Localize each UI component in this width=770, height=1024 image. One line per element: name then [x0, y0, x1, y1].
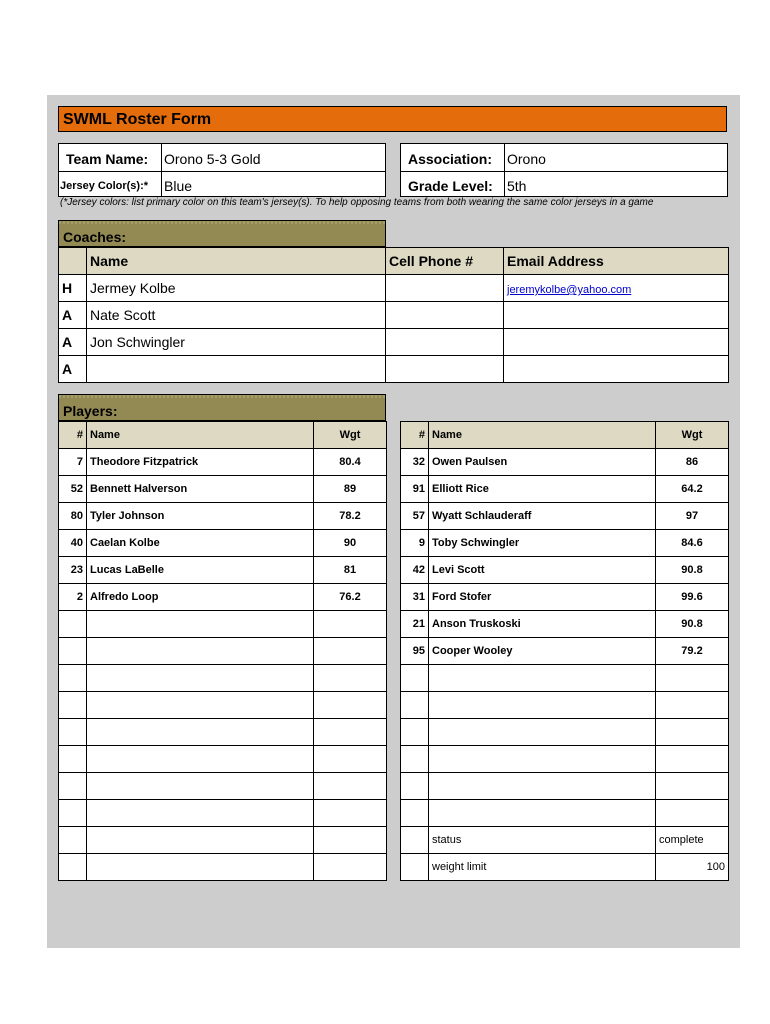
- grade-level-label: Grade Level:: [408, 178, 493, 194]
- player-row: [401, 638, 729, 665]
- player-name[interactable]: Theodore Fitzpatrick: [87, 449, 314, 476]
- status-row: [401, 827, 729, 854]
- team-name-value[interactable]: Orono 5-3 Gold: [164, 151, 261, 167]
- player-row: [59, 503, 387, 530]
- player-name[interactable]: [87, 611, 314, 638]
- player-row: [401, 449, 729, 476]
- player-number[interactable]: [59, 719, 87, 746]
- player-name[interactable]: Lucas LaBelle: [87, 557, 314, 584]
- player-row: [59, 611, 387, 638]
- coach-email[interactable]: [504, 329, 729, 356]
- coach-phone[interactable]: [386, 356, 504, 383]
- jersey-color-value[interactable]: Blue: [164, 178, 193, 194]
- player-row: [401, 611, 729, 638]
- player-number[interactable]: 32: [401, 449, 429, 476]
- player-weight[interactable]: 84.6: [656, 530, 729, 557]
- player-row: [59, 476, 387, 503]
- player-name[interactable]: Owen Paulsen: [429, 449, 656, 476]
- player-number[interactable]: 9: [401, 530, 429, 557]
- coach-name[interactable]: [87, 356, 386, 383]
- player-weight[interactable]: 90.8: [656, 557, 729, 584]
- player-number[interactable]: [401, 665, 429, 692]
- player-weight[interactable]: [314, 773, 387, 800]
- weight-limit-row-value: 100: [656, 854, 729, 881]
- player-weight[interactable]: 90.8: [656, 611, 729, 638]
- coach-name[interactable]: Nate Scott: [87, 302, 386, 329]
- player-name[interactable]: [87, 800, 314, 827]
- coach-phone[interactable]: [386, 275, 504, 302]
- player-number[interactable]: [59, 746, 87, 773]
- coach-row: [59, 356, 729, 383]
- player-name[interactable]: [87, 638, 314, 665]
- player-name[interactable]: Alfredo Loop: [87, 584, 314, 611]
- player-row: [401, 476, 729, 503]
- player-name[interactable]: Wyatt Schlauderaff: [429, 503, 656, 530]
- player-number[interactable]: 31: [401, 584, 429, 611]
- player-name[interactable]: [429, 800, 656, 827]
- coach-row: [59, 329, 729, 356]
- player-name[interactable]: Levi Scott: [429, 557, 656, 584]
- player-name[interactable]: [87, 665, 314, 692]
- player-weight[interactable]: [314, 746, 387, 773]
- status-row-blank: [401, 827, 429, 854]
- player-weight[interactable]: [656, 665, 729, 692]
- player-row: [59, 557, 387, 584]
- status-row-label: status: [429, 827, 656, 854]
- player-number[interactable]: 7: [59, 449, 87, 476]
- player-row: [401, 557, 729, 584]
- player-weight[interactable]: [314, 611, 387, 638]
- player-weight[interactable]: [314, 854, 387, 881]
- player-weight[interactable]: [314, 692, 387, 719]
- player-weight[interactable]: [656, 800, 729, 827]
- coach-role: H: [59, 275, 87, 302]
- player-row: [401, 665, 729, 692]
- player-weight[interactable]: [656, 692, 729, 719]
- status-row-value: complete: [656, 827, 729, 854]
- player-row: [59, 827, 387, 854]
- coach-phone[interactable]: [386, 302, 504, 329]
- player-weight[interactable]: 76.2: [314, 584, 387, 611]
- player-number[interactable]: [59, 800, 87, 827]
- player-row: [59, 692, 387, 719]
- player-number[interactable]: [59, 692, 87, 719]
- coaches-header-row: [59, 248, 729, 275]
- player-row: [59, 638, 387, 665]
- players-header-row: [401, 422, 729, 449]
- player-number[interactable]: [59, 773, 87, 800]
- coaches-section-header: [58, 220, 386, 247]
- coach-role: A: [59, 356, 87, 383]
- player-name[interactable]: [87, 719, 314, 746]
- player-row: [401, 584, 729, 611]
- player-name-header: Name: [87, 422, 314, 449]
- player-weight[interactable]: [314, 638, 387, 665]
- player-weight[interactable]: 97: [656, 503, 729, 530]
- player-number[interactable]: 52: [59, 476, 87, 503]
- player-row: [401, 773, 729, 800]
- weight-limit-row: [401, 854, 729, 881]
- player-weight[interactable]: 78.2: [314, 503, 387, 530]
- player-weight[interactable]: [314, 719, 387, 746]
- player-row: [59, 665, 387, 692]
- player-weight[interactable]: 79.2: [656, 638, 729, 665]
- player-row: [401, 503, 729, 530]
- coaches-section-label: Coaches:: [63, 229, 127, 245]
- players-table-right: [400, 421, 729, 881]
- player-weight[interactable]: 99.6: [656, 584, 729, 611]
- player-row: [59, 773, 387, 800]
- player-number[interactable]: [401, 692, 429, 719]
- player-row: [59, 746, 387, 773]
- player-name[interactable]: Bennett Halverson: [87, 476, 314, 503]
- player-name[interactable]: Anson Truskoski: [429, 611, 656, 638]
- player-number[interactable]: [59, 638, 87, 665]
- player-name[interactable]: [87, 692, 314, 719]
- coach-name-header: Name: [87, 248, 386, 275]
- coach-name[interactable]: Jermey Kolbe: [87, 275, 386, 302]
- player-number[interactable]: [59, 827, 87, 854]
- player-name[interactable]: [87, 827, 314, 854]
- coach-name[interactable]: Jon Schwingler: [87, 329, 386, 356]
- coach-email[interactable]: [504, 356, 729, 383]
- player-row: [401, 692, 729, 719]
- player-number[interactable]: 40: [59, 530, 87, 557]
- players-table-left: [58, 421, 387, 881]
- player-number[interactable]: [59, 854, 87, 881]
- player-weight[interactable]: [656, 773, 729, 800]
- player-num-header: #: [401, 422, 429, 449]
- jersey-note: (*Jersey colors: list primary color on this team's jersey(s). To help opposing teams from both wearing the same color jerseys in a game: [60, 197, 654, 208]
- player-weight[interactable]: 90: [314, 530, 387, 557]
- player-wgt-header: Wgt: [656, 422, 729, 449]
- player-name[interactable]: [429, 692, 656, 719]
- player-row: [59, 584, 387, 611]
- player-row: [59, 449, 387, 476]
- player-number[interactable]: 42: [401, 557, 429, 584]
- player-row: [401, 800, 729, 827]
- player-number[interactable]: [401, 746, 429, 773]
- player-number[interactable]: [401, 800, 429, 827]
- coach-email[interactable]: [504, 302, 729, 329]
- player-name[interactable]: [429, 746, 656, 773]
- player-name[interactable]: Tyler Johnson: [87, 503, 314, 530]
- player-name[interactable]: [87, 746, 314, 773]
- association-label: Association:: [408, 151, 493, 167]
- players-section-header: [58, 394, 386, 421]
- player-row: [59, 719, 387, 746]
- coach-row: [59, 302, 729, 329]
- coach-row: [59, 275, 729, 302]
- association-value[interactable]: Orono: [507, 151, 546, 167]
- coach-role: A: [59, 302, 87, 329]
- team-name-label: Team Name:: [66, 151, 149, 167]
- weight-limit-row-blank: [401, 854, 429, 881]
- player-number[interactable]: [59, 665, 87, 692]
- player-row: [401, 530, 729, 557]
- player-number[interactable]: 95: [401, 638, 429, 665]
- player-row: [59, 854, 387, 881]
- player-name[interactable]: Caelan Kolbe: [87, 530, 314, 557]
- player-name[interactable]: Elliott Rice: [429, 476, 656, 503]
- coach-email-cell: [504, 275, 729, 302]
- player-weight[interactable]: 89: [314, 476, 387, 503]
- player-number[interactable]: 2: [59, 584, 87, 611]
- jersey-color-label: Jersey Color(s):*: [60, 180, 149, 192]
- player-weight[interactable]: [314, 827, 387, 854]
- player-number[interactable]: [59, 611, 87, 638]
- player-name[interactable]: [87, 854, 314, 881]
- coach-email-header: Email Address: [504, 248, 729, 275]
- player-name[interactable]: Ford Stofer: [429, 584, 656, 611]
- player-weight[interactable]: 81: [314, 557, 387, 584]
- player-weight[interactable]: [314, 800, 387, 827]
- player-number[interactable]: [401, 773, 429, 800]
- player-name-header: Name: [429, 422, 656, 449]
- player-number[interactable]: 23: [59, 557, 87, 584]
- player-number[interactable]: 80: [59, 503, 87, 530]
- player-weight[interactable]: [656, 746, 729, 773]
- player-row: [59, 800, 387, 827]
- players-header-row: [59, 422, 387, 449]
- player-number[interactable]: [401, 719, 429, 746]
- player-row: [401, 719, 729, 746]
- player-name[interactable]: [429, 719, 656, 746]
- player-name[interactable]: [429, 665, 656, 692]
- player-number[interactable]: 57: [401, 503, 429, 530]
- player-row: [401, 746, 729, 773]
- coach-role: A: [59, 329, 87, 356]
- grade-level-value[interactable]: 5th: [507, 178, 527, 194]
- player-weight[interactable]: 86: [656, 449, 729, 476]
- player-wgt-header: Wgt: [314, 422, 387, 449]
- coach-email-link[interactable]: jeremykolbe@yahoo.com: [507, 284, 632, 296]
- player-weight[interactable]: [656, 719, 729, 746]
- player-number[interactable]: 21: [401, 611, 429, 638]
- player-num-header: #: [59, 422, 87, 449]
- form-title: SWML Roster Form: [58, 106, 727, 132]
- player-name[interactable]: Toby Schwingler: [429, 530, 656, 557]
- coaches-table: [58, 247, 729, 383]
- players-section-label: Players:: [63, 403, 118, 419]
- coach-phone-header: Cell Phone #: [386, 248, 504, 275]
- coach-phone[interactable]: [386, 329, 504, 356]
- player-weight[interactable]: 64.2: [656, 476, 729, 503]
- player-number[interactable]: 91: [401, 476, 429, 503]
- coach-role-header: [59, 248, 87, 275]
- player-name[interactable]: Cooper Wooley: [429, 638, 656, 665]
- player-weight[interactable]: [314, 665, 387, 692]
- player-weight[interactable]: 80.4: [314, 449, 387, 476]
- weight-limit-row-label: weight limit: [429, 854, 656, 881]
- player-name[interactable]: [87, 773, 314, 800]
- player-row: [59, 530, 387, 557]
- player-name[interactable]: [429, 773, 656, 800]
